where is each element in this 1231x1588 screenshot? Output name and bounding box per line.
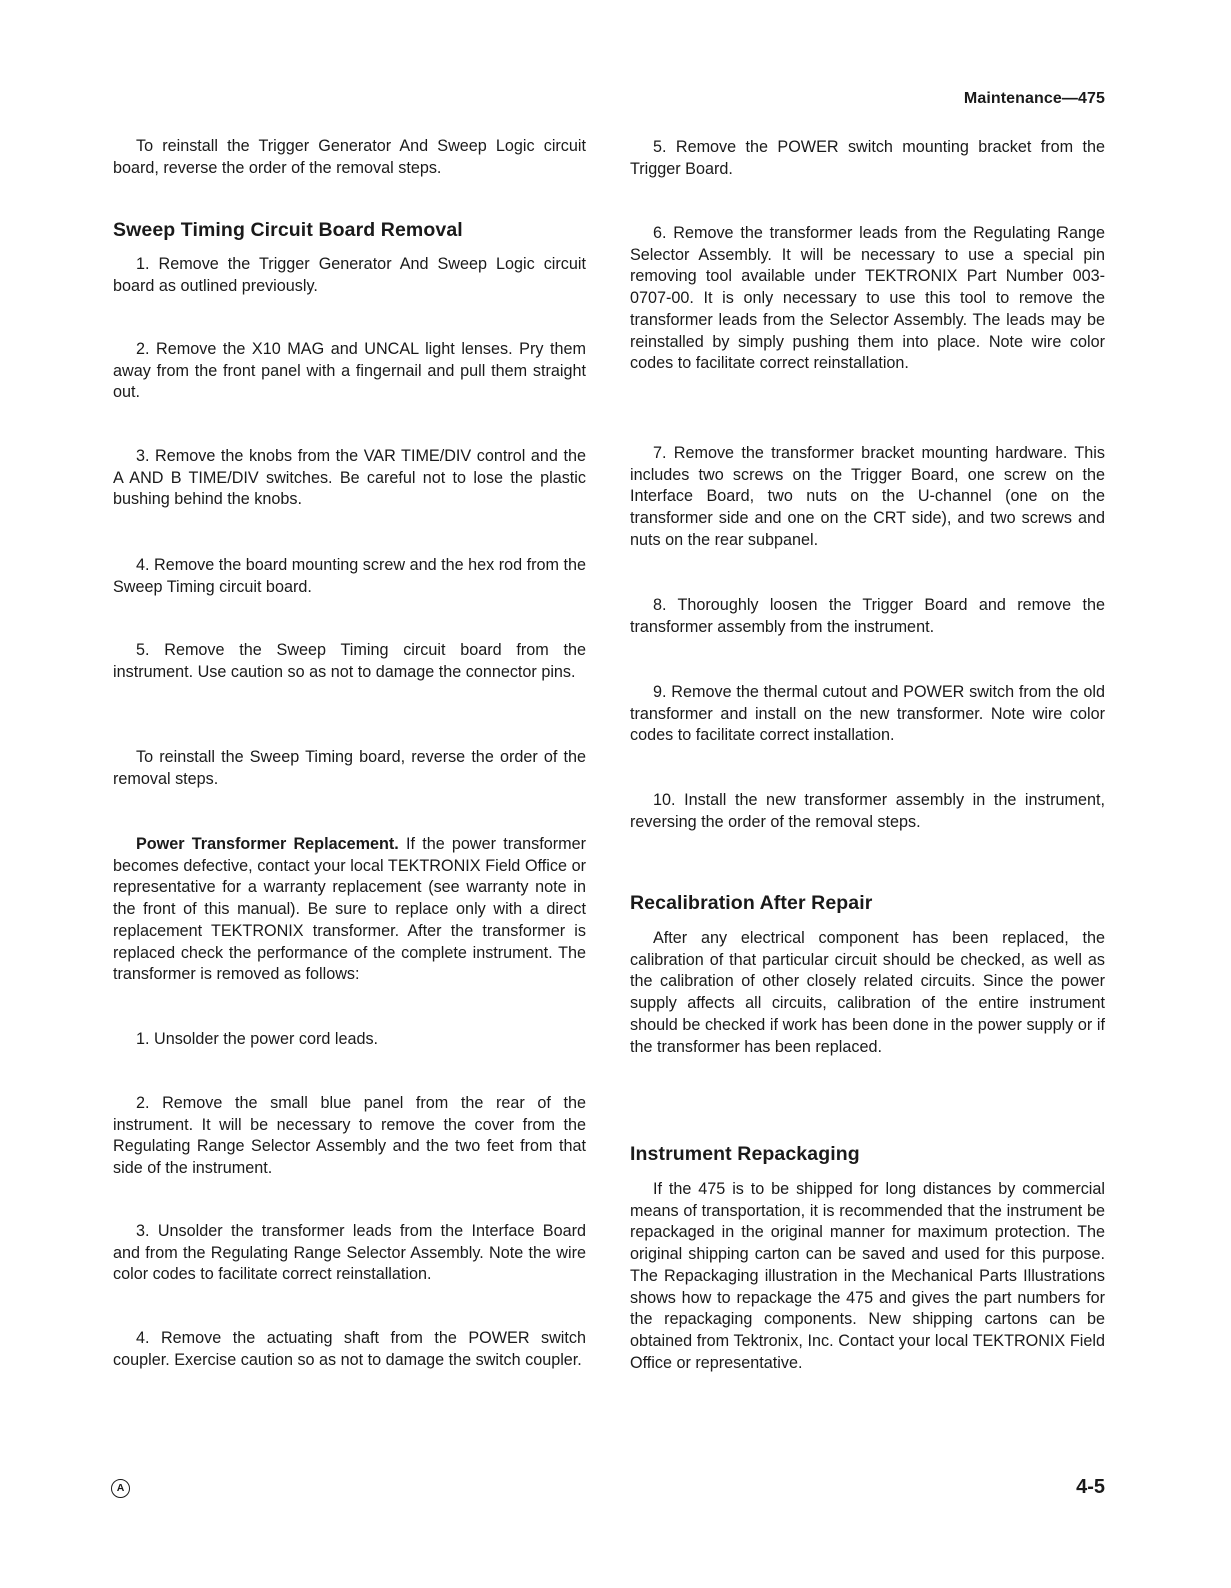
running-head: Maintenance—475 [963,90,1105,107]
recalibration-heading: Recalibration After Repair [630,892,873,914]
sweep-step-3: 3. Remove the knobs from the VAR TIME/DIV control and the A AND B TIME/DIV switches. Be careful not to lose the plastic bushing behind the knobs. [113,447,586,509]
sweep-step-1: 1. Remove the Trigger Generator And Sweep Logic circuit board as outlined previously. [113,255,586,295]
power-step-5: 5. Remove the POWER switch mounting bracket from the Trigger Board. [630,138,1105,178]
sweep-timing-heading: Sweep Timing Circuit Board Removal [113,219,463,241]
power-step-9: 9. Remove the thermal cutout and POWER switch from the old transformer and install on the new transformer. Note wire color codes to facilitate correct installation. [630,683,1105,745]
sweep-step-2: 2. Remove the X10 MAG and UNCAL light lenses. Pry them away from the front panel with a fingernail and pull them straight out. [113,340,586,402]
reinstall-trigger-paragraph: To reinstall the Trigger Generator And Sweep Logic circuit board, reverse the order of the removal steps. [113,137,586,177]
power-transformer-paragraph [113,834,586,986]
sweep-step-4: 4. Remove the board mounting screw and the hex rod from the Sweep Timing circuit board. [113,556,586,596]
power-step-3: 3. Unsolder the transformer leads from the Interface Board and from the Regulating Range Selector Assembly. Note the wire color codes to facilitate correct reinstallation. [113,1222,586,1284]
power-step-6: 6. Remove the transformer leads from the Regulating Range Selector Assembly. It will be necessary to use a special pin removing tool available under TEKTRONIX Part Number 003-0707-00. It is only necessary to use this tool to remove the transformer leads from the Selector Assembly. The leads may be reinstalled by simply pushing them into place. Note wire color codes to facilitate correct reinstallation. [630,224,1105,373]
power-step-7: 7. Remove the transformer bracket mounting hardware. This includes two screws on the Trigger Board, one screw on the Interface Board, two nuts on the U-channel (one on the transformer side and one on the CRT side), and two screws and nuts on the rear subpanel. [630,444,1105,549]
revision-mark: A [111,1479,130,1498]
reinstall-sweep-paragraph: To reinstall the Sweep Timing board, reverse the order of the removal steps. [113,748,586,788]
power-step-2: 2. Remove the small blue panel from the rear of the instrument. It will be necessary to remove the cover from the Regulating Range Selector Assembly and the two feet from that side of the instrument. [113,1094,586,1178]
sweep-step-5: 5. Remove the Sweep Timing circuit board from the instrument. Use caution so as not to damage the connector pins. [113,641,586,681]
power-step-1: 1. Unsolder the power cord leads. [136,1030,379,1048]
repackaging-heading: Instrument Repackaging [630,1143,860,1165]
power-step-4: 4. Remove the actuating shaft from the POWER switch coupler. Exercise caution so as not to damage the switch coupler. [113,1329,586,1369]
repackaging-paragraph: If the 475 is to be shipped for long distances by commercial means of transportation, it is recommended that the instrument be repackaged in the original manner for maximum protection. The original shipping carton can be saved and used for this purpose. The Repackaging illustration in the Mechanical Parts Illustrations shows how to repackage the 475 and gives the part numbers for the repackaging components. New shipping cartons can be obtained from Tektronix, Inc. Contact your local TEKTRONIX Field Office or representative. [630,1180,1105,1372]
power-step-8: 8. Thoroughly loosen the Trigger Board and remove the transformer assembly from the instrument. [630,596,1105,636]
page-number: 4-5 [1076,1476,1105,1498]
recalibration-paragraph: After any electrical component has been replaced, the calibration of that particular circuit should be checked, as well as the calibration of other closely related circuits. Since the power supply affects all circuits, calibration of the entire instrument should be checked if work has been done in the power supply or if the transformer has been replaced. [630,929,1105,1056]
power-transformer-runin-heading: Power Transformer Replacement. [136,835,399,853]
power-transformer-body: If the power transformer becomes defective, contact your local TEKTRONIX Field Office or representative for a warranty replacement (see warranty note in the front of this manual). Be sure to replace only with a direct replacement TEKTRONIX transformer. After the transformer is replaced check the performance of the complete instrument. The transformer is removed as follows: [113,835,586,984]
power-step-10: 10. Install the new transformer assembly in the instrument, reversing the order of the removal steps. [630,791,1105,831]
